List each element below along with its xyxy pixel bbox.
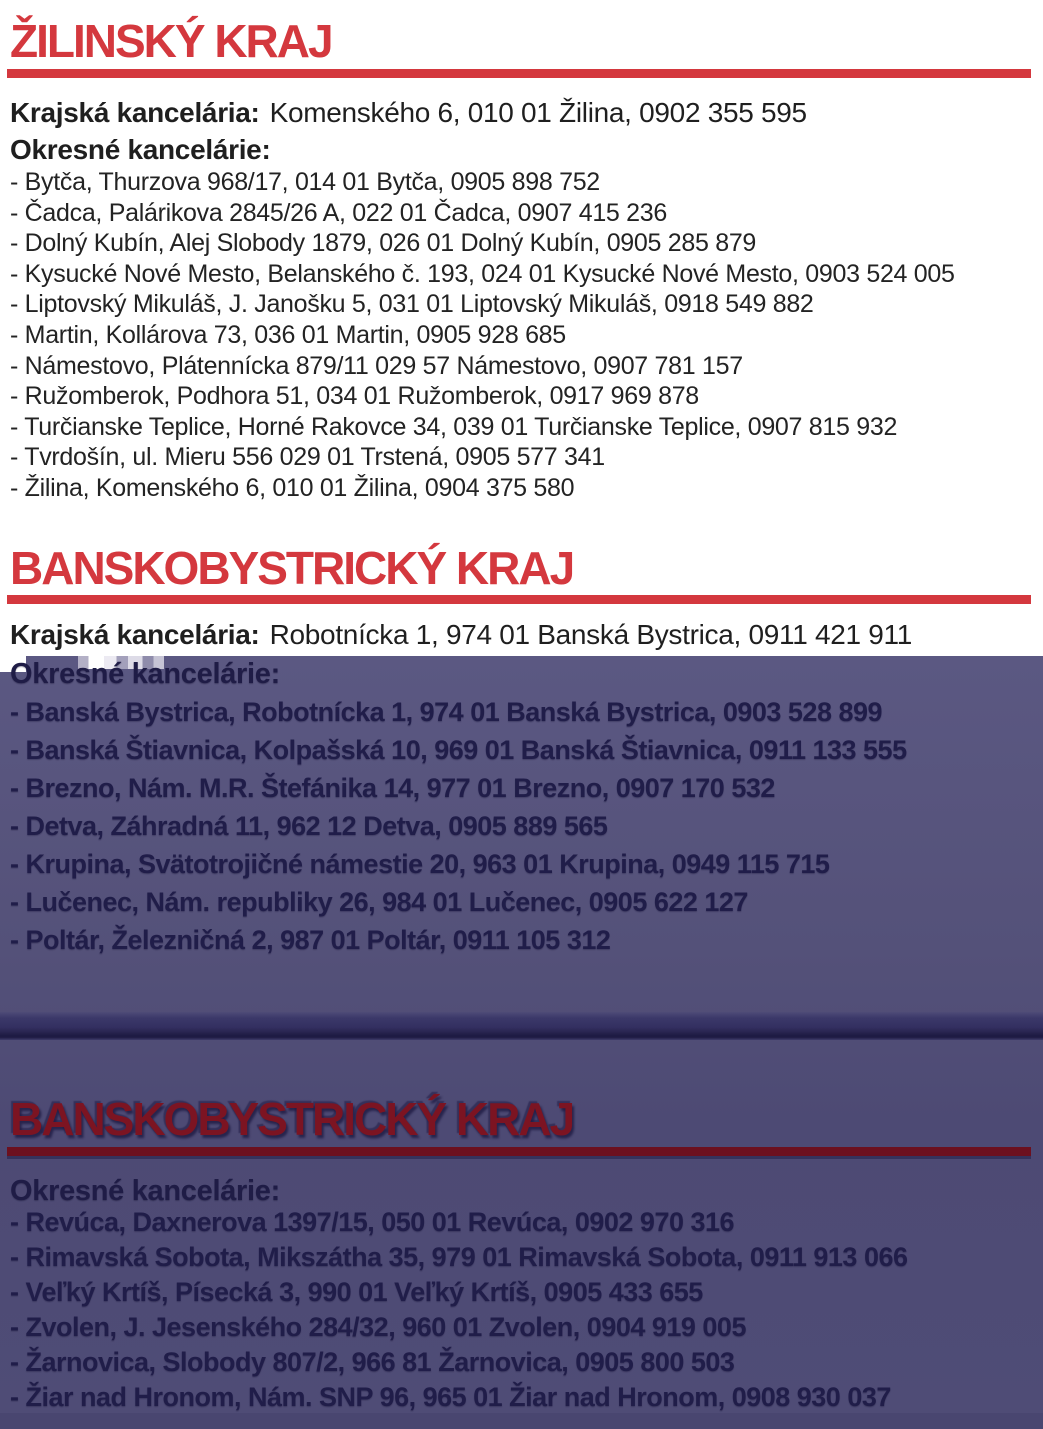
title-underline-banskobystricky-overlay [7,1147,1031,1156]
district-office-item: - Detva, Záhradná 11, 962 12 Detva, 0905 889 565 [10,811,608,841]
district-office-list-banskobystricky-overlay [10,1205,1033,1415]
district-office-item: - Žilina, Komenského 6, 010 01 Žilina, 0904 375 580 [10,473,575,502]
district-office-item: - Veľký Krtíš, Písecká 3, 990 01 Veľký Krtíš, 0905 433 655 [10,1277,703,1307]
regional-office-line-zilinsky [10,97,1033,129]
district-office-item: - Žiar nad Hronom, Nám. SNP 96, 965 01 Žiar nad Hronom, 0908 930 037 [10,1382,891,1412]
district-office-list-banskobystricky [10,693,1033,959]
krajska-kancelaria-label: Krajská kancelária: [10,97,260,128]
district-offices-label-banskobystricky-overlay: Okresné kancelárie: [10,1175,280,1207]
district-office-item: - Námestovo, Plátennícka 879/11 029 57 Námestovo, 0907 781 157 [10,351,743,380]
district-office-item: - Lučenec, Nám. republiky 26, 984 01 Lučenec, 0905 622 127 [10,887,748,917]
section-title-banskobystricky-overlay: BANSKOBYSTRICKÝ KRAJ [10,1093,574,1145]
district-office-list-zilinsky [10,167,1033,504]
district-office-item: - Kysucké Nové Mesto, Belanského č. 193, 024 01 Kysucké Nové Mesto, 0903 524 005 [10,259,955,288]
dark-divider-band [0,1012,1043,1040]
district-offices-label-banskobystricky: Okresné kancelárie: [10,658,280,690]
title-underline-zilinsky [7,69,1031,78]
district-offices-label-zilinsky: Okresné kancelárie: [10,134,271,165]
district-office-item: - Turčianske Teplice, Horné Rakovce 34, 039 01 Turčianske Teplice, 0907 815 932 [10,412,898,441]
district-office-item: - Ružomberok, Podhora 51, 034 01 Ružomberok, 0917 969 878 [10,382,699,411]
district-office-item: - Dolný Kubín, Alej Slobody 1879, 026 01 Dolný Kubín, 0905 285 879 [10,229,757,258]
krajska-kancelaria-label: Krajská kancelária: [10,619,260,650]
screenshot-overlay [0,656,1043,1429]
krajska-kancelaria-value: Robotnícka 1, 974 01 Banská Bystrica, 0911 421 911 [269,619,912,650]
district-office-item: - Banská Štiavnica, Kolpašská 10, 969 01 Banská Štiavnica, 0911 133 555 [10,735,907,765]
district-office-item: - Zvolen, J. Jesenského 284/32, 960 01 Zvolen, 0904 919 005 [10,1312,746,1342]
district-office-item: - Rimavská Sobota, Mikszátha 35, 979 01 Rimavská Sobota, 0911 913 066 [10,1242,908,1272]
district-office-item: - Martin, Kollárova 73, 036 01 Martin, 0905 928 685 [10,320,566,349]
title-underline-banskobystricky [7,595,1031,604]
district-office-item: - Liptovský Mikuláš, J. Janošku 5, 031 01 Liptovský Mikuláš, 0918 549 882 [10,290,814,319]
section-title-zilinsky: ŽILINSKÝ KRAJ [10,15,332,67]
district-office-item: - Poltár, Železničná 2, 987 01 Poltár, 0911 105 312 [10,925,611,955]
bottom-strip [0,1413,1043,1429]
district-office-item: - Žarnovica, Slobody 807/2, 966 81 Žarnovica, 0905 800 503 [10,1347,735,1377]
district-office-item: - Banská Bystrica, Robotnícka 1, 974 01 Banská Bystrica, 0903 528 899 [10,697,883,727]
regional-office-line-banskobystricky [10,619,1033,651]
section-title-banskobystricky: BANSKOBYSTRICKÝ KRAJ [10,542,574,594]
district-office-item: - Čadca, Palárikova 2845/26 A, 022 01 Čadca, 0907 415 236 [10,198,667,227]
krajska-kancelaria-value: Komenského 6, 010 01 Žilina, 0902 355 595 [269,97,807,128]
district-office-item: - Bytča, Thurzova 968/17, 014 01 Bytča, 0905 898 752 [10,168,600,196]
district-office-item: - Brezno, Nám. M.R. Štefánika 14, 977 01 Brezno, 0907 170 532 [10,773,775,803]
district-office-item: - Krupina, Svätotrojičné námestie 20, 963 01 Krupina, 0949 115 715 [10,849,830,879]
district-office-item: - Tvrdošín, ul. Mieru 556 029 01 Trstená, 0905 577 341 [10,443,605,472]
district-office-item: - Revúca, Daxnerova 1397/15, 050 01 Revúca, 0902 970 316 [10,1207,735,1237]
